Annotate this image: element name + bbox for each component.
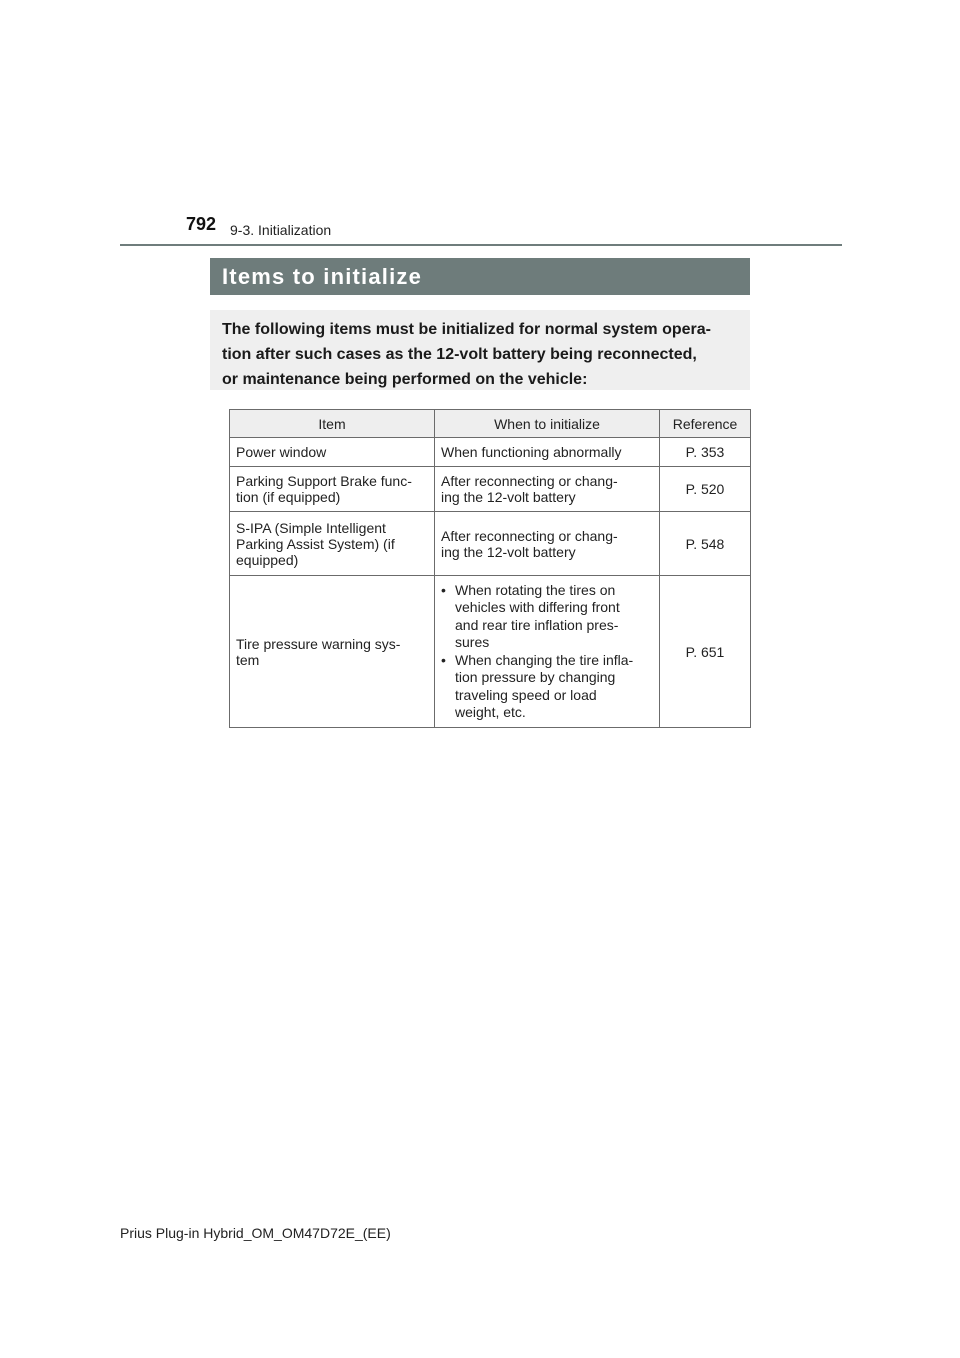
when-line: When rotating the tires on (455, 581, 616, 598)
reference-cell: P. 548 (660, 512, 751, 576)
item-line: Parking Assist System) (if (236, 535, 395, 552)
bullet-icon: • (441, 581, 446, 598)
when-bullet-list (441, 582, 653, 722)
when-bullet-item (441, 582, 653, 652)
when-line: and rear tire inflation pres- (455, 616, 619, 633)
when-cell (435, 512, 660, 576)
intro-box (210, 310, 750, 390)
when-line: After reconnecting or chang- (441, 473, 618, 489)
when-cell (435, 576, 660, 728)
when-cell (435, 467, 660, 512)
bullet-icon: • (441, 651, 446, 668)
when-line: When changing the tire infla- (455, 651, 634, 668)
item-line: equipped) (236, 551, 299, 568)
section-title-bar (210, 258, 750, 295)
when-bullet-item (441, 652, 653, 722)
when-line: ing the 12-volt battery (441, 543, 576, 560)
when-line: vehicles with differing front (455, 599, 620, 615)
item-line: Power window (236, 444, 327, 460)
reference-cell: P. 353 (660, 438, 751, 467)
section-label: 9-3. Initialization (230, 222, 332, 238)
when-line: When functioning abnormally (441, 444, 622, 460)
reference-cell: P. 520 (660, 467, 751, 512)
column-header-when: When to initialize (435, 410, 660, 438)
item-line: Tire pressure warning sys- (236, 635, 401, 652)
item-cell (230, 467, 435, 512)
item-cell (230, 438, 435, 467)
reference-cell: P. 651 (660, 576, 751, 728)
intro-line: or maintenance being performed on the vehicle: (222, 371, 588, 388)
intro-line: The following items must be initialized for normal system opera- (222, 321, 711, 338)
item-line: Parking Support Brake func- (236, 473, 412, 489)
intro-text (222, 317, 738, 392)
when-line: weight, etc. (455, 704, 526, 720)
when-line: ing the 12-volt battery (441, 489, 576, 505)
table-row (230, 467, 751, 512)
table-row (230, 576, 751, 728)
when-line: sures (455, 634, 490, 650)
item-line: tion (if equipped) (236, 489, 341, 505)
column-header-item: Item (230, 410, 435, 438)
page-number: 792 (186, 214, 217, 234)
intro-line: tion after such cases as the 12-volt battery being reconnected, (222, 346, 697, 363)
item-line: tem (236, 651, 260, 668)
table-row (230, 512, 751, 576)
header-divider (120, 244, 842, 246)
item-cell (230, 512, 435, 576)
table-row (230, 438, 751, 467)
when-cell (435, 438, 660, 467)
footer-document-id: Prius Plug-in Hybrid_OM_OM47D72E_(EE) (120, 1225, 391, 1241)
initialization-table (229, 409, 751, 728)
when-line: tion pressure by changing (455, 669, 616, 685)
when-line: traveling speed or load (455, 686, 597, 703)
column-header-reference: Reference (660, 410, 751, 438)
when-line: After reconnecting or chang- (441, 527, 618, 544)
item-cell (230, 576, 435, 728)
table-header-row (230, 410, 751, 438)
section-title: Items to initialize (222, 263, 423, 289)
item-line: S-IPA (Simple Intelligent (236, 519, 386, 536)
